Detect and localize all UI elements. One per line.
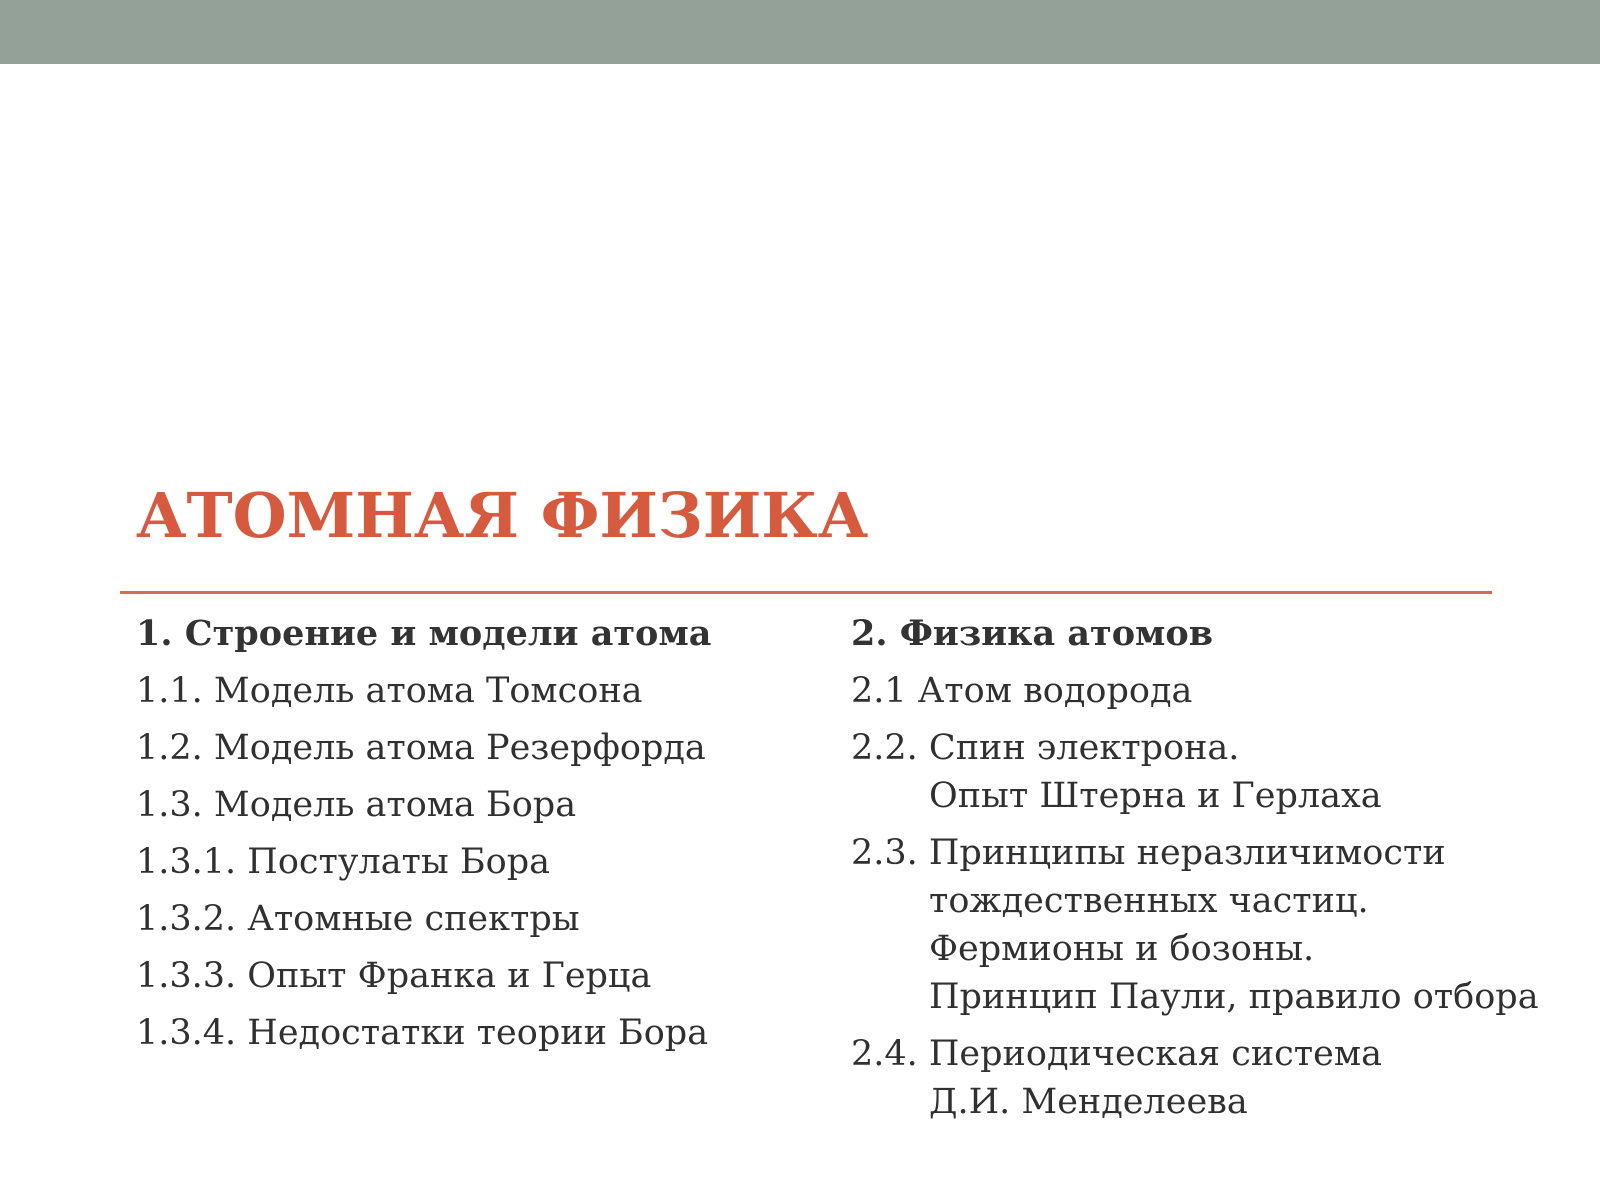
left-list-item: 1.3.1. Постулаты Бора	[136, 842, 550, 882]
right-item-continuation: Д.И. Менделеева	[929, 1082, 1248, 1122]
right-column-heading: 2. Физика атомов	[851, 613, 1214, 654]
left-column	[136, 610, 826, 1066]
right-item-line: 2.4. Периодическая система	[851, 1034, 1382, 1074]
left-list-item: 1.1. Модель атома Томсона	[136, 671, 643, 711]
title-underline	[120, 591, 1492, 594]
right-item-line: 2.2. Спин электрона.	[851, 728, 1240, 768]
right-item-continuation: Опыт Штерна и Герлаха	[929, 776, 1382, 816]
right-item-continuation: тождественных частиц.	[929, 881, 1369, 921]
left-list-item: 1.3.2. Атомные спектры	[136, 899, 580, 939]
right-item-continuation: Фермионы и бозоны.	[929, 929, 1315, 969]
slide-title: АТОМНАЯ ФИЗИКА	[136, 479, 869, 552]
left-list-item: 1.2. Модель атома Резерфорда	[136, 728, 706, 768]
left-column-heading: 1. Строение и модели атома	[136, 613, 712, 654]
left-list-item: 1.3.3. Опыт Франка и Герца	[136, 956, 652, 996]
right-list-item	[851, 829, 1591, 1021]
right-item-line: 2.3. Принципы неразличимости	[851, 833, 1446, 873]
right-column	[851, 610, 1591, 1135]
right-item-continuation: Принцип Паули, правило отбора	[929, 977, 1539, 1017]
right-item-line: 2.1 Атом водорода	[851, 671, 1193, 711]
right-list-item	[851, 724, 1591, 820]
right-list-item	[851, 1030, 1591, 1126]
right-list-item	[851, 667, 1591, 715]
left-list-item: 1.3.4. Недостатки теории Бора	[136, 1013, 709, 1053]
left-list-item: 1.3. Модель атома Бора	[136, 785, 577, 825]
top-decorative-bar	[0, 0, 1600, 64]
